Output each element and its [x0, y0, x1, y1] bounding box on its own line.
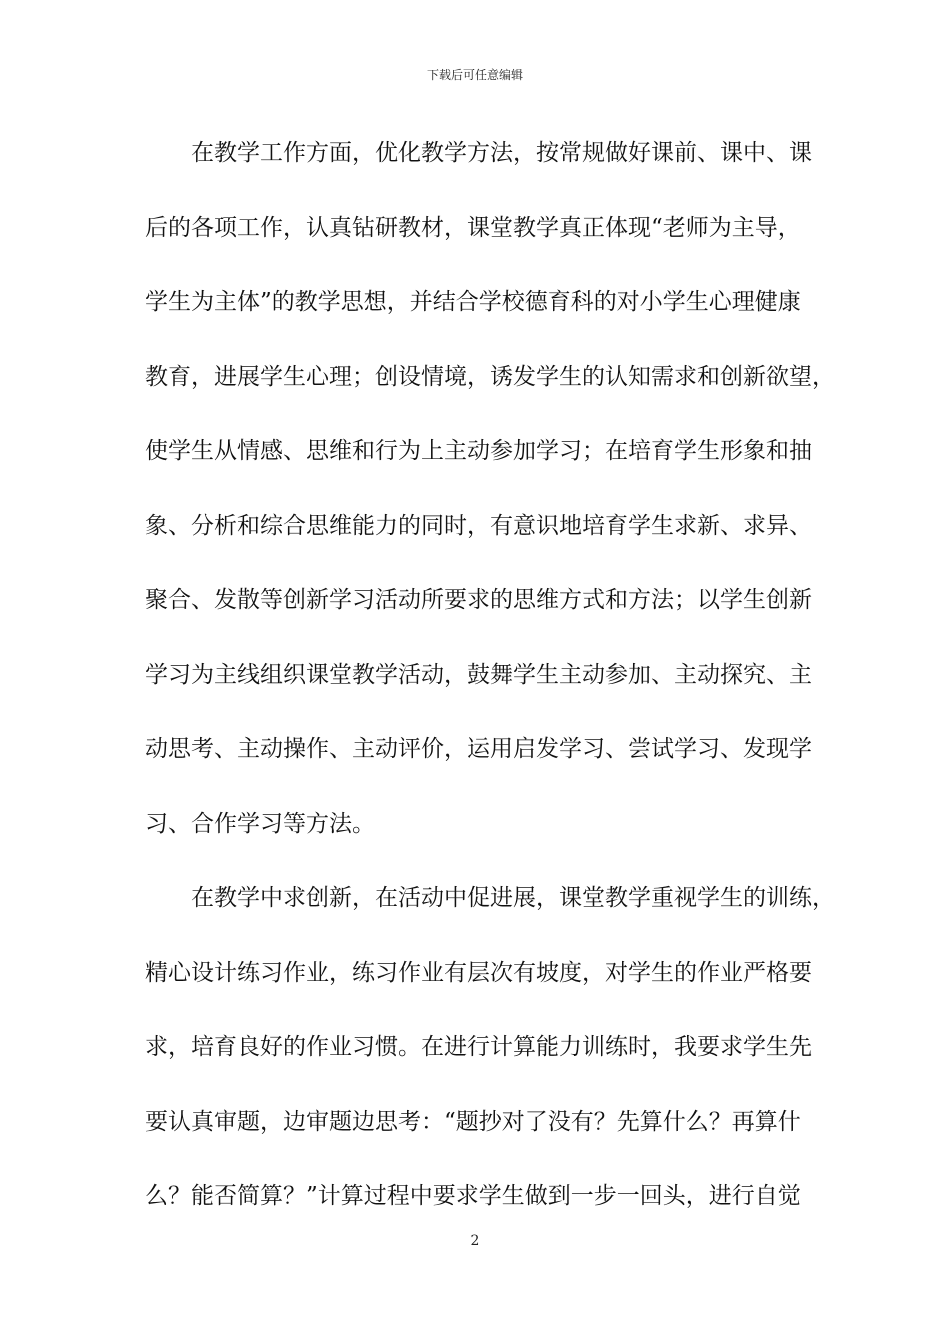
paragraph-1-line-10: 习、合作学习等方法。 — [145, 810, 375, 837]
paragraph-1-line-9: 动思考、主动操作、主动评价，运用启发学习、尝试学习、发现学 — [145, 736, 812, 762]
paragraph-1-line-3: 学生为主体”的教学思想，并结合学校德育科的对小学生心理健康 — [145, 289, 801, 315]
paragraph-2-line-4: 要认真审题，边审题边思考：“题抄对了没有？先算什么？再算什 — [145, 1108, 801, 1135]
paragraph-1-line-2: 后的各项工作，认真钻研教材，课堂教学真正体现“老师为主导， — [145, 214, 801, 241]
page-header-note: 下载后可任意编辑 — [426, 68, 523, 82]
paragraph-2-line-5: 么？能否简算？”计算过程中要求学生做到一步一回头，进行自觉 — [145, 1183, 801, 1209]
paragraph-1-line-4: 教育，进展学生心理；创设情境，诱发学生的认知需求和创新欲望， — [145, 363, 835, 390]
page-number: 2 — [470, 1233, 480, 1249]
paragraph-1-line-7: 聚合、发散等创新学习活动所要求的思维方式和方法；以学生创新 — [145, 587, 812, 613]
paragraph-1-line-5: 使学生从情感、思维和行为上主动参加学习；在培育学生形象和抽 — [145, 438, 812, 464]
document-body — [145, 126, 835, 1244]
paragraph-1-line-1: 在教学工作方面，优化教学方法，按常规做好课前、课中、课 — [191, 140, 812, 166]
paragraph-1-line-8: 学习为主线组织课堂教学活动，鼓舞学生主动参加、主动探究、主 — [145, 661, 812, 688]
paragraph-2-line-1: 在教学中求创新，在活动中促进展，课堂教学重视学生的训练， — [191, 885, 835, 911]
paragraph-1-line-6: 象、分析和综合思维能力的同时，有意识地培育学生求新、求异、 — [145, 512, 812, 539]
paragraph-2-line-3: 求，培育良好的作业习惯。在进行计算能力训练时，我要求学生先 — [145, 1034, 812, 1060]
paragraph-2-line-2: 精心设计练习作业，练习作业有层次有坡度，对学生的作业严格要 — [145, 959, 812, 986]
